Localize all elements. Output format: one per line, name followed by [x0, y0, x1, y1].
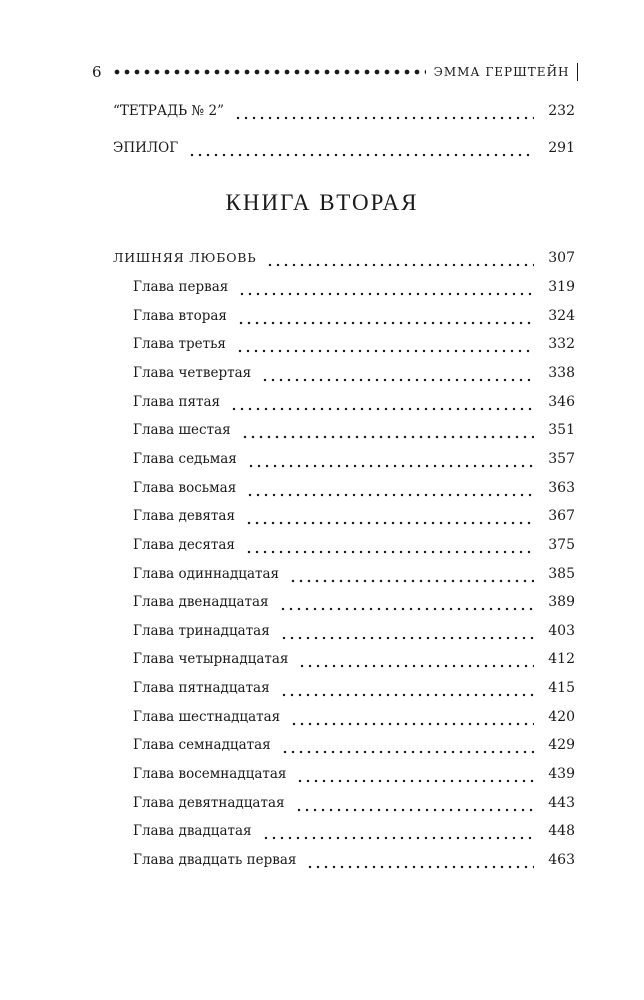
toc-chapter-title: Глава четвертая	[133, 364, 252, 381]
toc-chapter-entry[interactable]	[133, 823, 575, 845]
toc-entry-page: 232	[548, 103, 575, 119]
toc-chapter-title: Глава семнадцатая	[133, 737, 271, 754]
toc-chapter-page: 389	[548, 594, 575, 611]
toc-chapter-page: 403	[548, 622, 575, 639]
toc-chapter-entry[interactable]	[133, 308, 575, 330]
toc-chapter-page: 338	[548, 364, 575, 381]
toc-chapter-page: 319	[548, 279, 575, 295]
toc-chapter-page: 346	[548, 393, 575, 410]
toc-chapter-page: 420	[548, 708, 575, 725]
toc-chapter-entry[interactable]	[133, 480, 575, 502]
toc-chapter-title: Глава пятнадцатая	[133, 680, 270, 697]
header-dot-rule	[112, 62, 426, 82]
dot-leader	[306, 865, 534, 869]
toc-chapter-title: Глава девятая	[133, 508, 235, 525]
dot-leader	[281, 750, 535, 754]
toc-chapter-title: Глава двадцать первая	[133, 852, 297, 868]
book-heading: КНИГА ВТОРАЯ	[225, 190, 419, 215]
dot-leader	[289, 579, 534, 583]
toc-entry-page: 291	[548, 140, 575, 156]
toc-chapter-entry[interactable]	[133, 651, 575, 673]
dot-leader	[241, 435, 535, 439]
dot-leader	[279, 607, 535, 611]
dot-leader	[290, 722, 534, 726]
toc-chapter-entry[interactable]	[133, 422, 575, 444]
dot-leader	[261, 378, 534, 382]
toc-chapter-title: Глава десятая	[133, 536, 235, 553]
toc-chapter-title: Глава третья	[133, 336, 226, 353]
dot-leader	[266, 263, 534, 267]
toc-chapter-title: Глава девятнадцатая	[133, 794, 285, 811]
dot-leader	[262, 836, 535, 840]
dot-leader	[298, 664, 534, 668]
dot-leader	[188, 153, 534, 157]
toc-chapter-page: 351	[548, 422, 575, 439]
dot-leader	[246, 493, 534, 497]
toc-chapter-title: Глава седьмая	[133, 450, 237, 467]
toc-chapter-entry[interactable]	[133, 766, 575, 788]
toc-chapter-title: Глава одиннадцатая	[133, 565, 280, 582]
toc-chapter-page: 443	[548, 794, 575, 811]
toc-chapter-page: 448	[548, 823, 575, 840]
toc-chapter-title: Глава восемнадцатая	[133, 766, 287, 783]
toc-chapter-title: Глава двадцатая	[133, 823, 252, 840]
toc-chapter-title: Глава тринадцатая	[133, 622, 270, 639]
toc-chapter-entry[interactable]	[133, 537, 575, 559]
toc-chapter-entry[interactable]	[133, 394, 575, 416]
toc-chapter-page: 412	[548, 651, 575, 668]
toc-entry-title: “ТЕТРАДЬ № 2”	[113, 103, 224, 119]
toc-entry-title: ЭПИЛОГ	[113, 140, 179, 156]
toc-part-page: 307	[548, 250, 575, 266]
toc-chapter-entry[interactable]	[133, 594, 575, 616]
toc-chapter-page: 332	[548, 336, 575, 353]
page-number: 6	[92, 63, 102, 81]
toc-chapter-page: 429	[548, 737, 575, 754]
toc-chapter-title: Глава пятая	[133, 393, 221, 410]
toc-chapter-title: Глава двенадцатая	[133, 594, 269, 611]
toc-chapter-page: 385	[548, 565, 575, 582]
toc-chapter-entry[interactable]	[133, 508, 575, 530]
dot-leader	[295, 808, 535, 812]
dot-leader	[236, 349, 534, 353]
toc-chapter-page: 415	[548, 680, 575, 697]
toc-chapter-title: Глава вторая	[133, 307, 227, 324]
toc-chapter-title: Глава шестая	[133, 422, 231, 439]
toc-chapter-page: 463	[548, 852, 575, 868]
dot-leader	[280, 636, 535, 640]
dot-leader	[237, 321, 534, 325]
toc-chapter-entry[interactable]	[133, 365, 575, 387]
header-bar	[577, 63, 579, 81]
dot-leader	[238, 292, 534, 296]
toc-chapter-title: Глава шестнадцатая	[133, 708, 281, 725]
toc-chapter-page: 439	[548, 766, 575, 783]
running-header	[92, 62, 578, 82]
dot-leader	[296, 779, 534, 783]
toc-chapter-entry[interactable]	[133, 566, 575, 588]
toc-chapter-entry[interactable]	[133, 737, 575, 759]
dot-leader	[247, 464, 534, 468]
dot-leader	[245, 550, 534, 554]
toc-chapter-entry[interactable]	[133, 680, 575, 702]
dot-leader	[280, 693, 535, 697]
toc-chapter-page: 363	[548, 479, 575, 496]
dot-leader	[245, 521, 534, 525]
toc-chapter-title: Глава четырнадцатая	[133, 651, 289, 668]
toc-chapter-title: Глава восьмая	[133, 479, 237, 496]
toc-chapter-entry[interactable]	[133, 852, 575, 874]
toc-chapter-entry[interactable]	[133, 279, 575, 301]
dot-leader	[234, 116, 534, 120]
toc-chapter-entry[interactable]	[133, 451, 575, 473]
toc-chapter-title: Глава первая	[133, 279, 229, 295]
toc-chapter-entry[interactable]	[133, 623, 575, 645]
toc-part-title: ЛИШНЯЯ ЛЮБОВЬ	[113, 250, 257, 265]
toc-entry[interactable]	[113, 140, 575, 162]
toc-chapter-entry[interactable]	[133, 795, 575, 817]
toc-chapter-page: 357	[548, 450, 575, 467]
toc-chapter-page: 367	[548, 508, 575, 525]
toc-chapter-entry[interactable]	[133, 709, 575, 731]
toc-chapter-page: 375	[548, 536, 575, 553]
dot-leader	[230, 407, 534, 411]
toc-part-entry[interactable]	[113, 250, 575, 272]
toc-chapter-entry[interactable]	[133, 336, 575, 358]
header-author: ЭММА ГЕРШТЕЙН	[433, 65, 570, 79]
toc-entry[interactable]	[113, 103, 575, 125]
toc-chapter-page: 324	[548, 307, 575, 324]
